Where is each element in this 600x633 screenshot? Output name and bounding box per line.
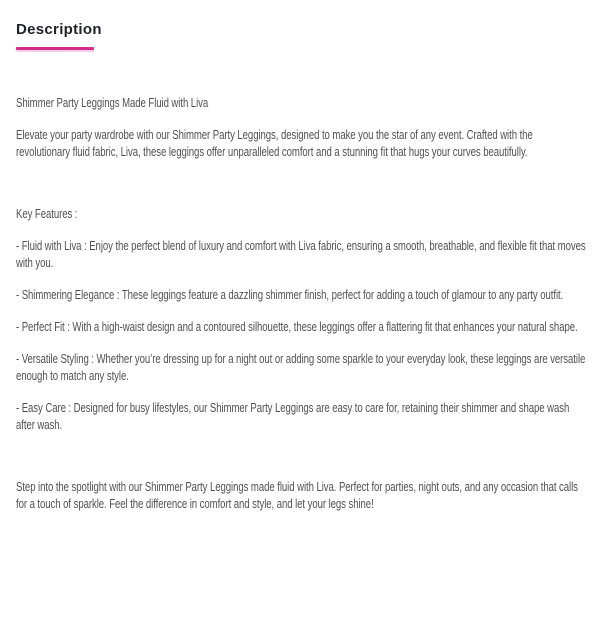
section-title: Description [16, 21, 102, 38]
title-underline-accent [16, 47, 94, 50]
intro-paragraph: Elevate your party wardrobe with our Shimmer Party Leggings, designed to make you the star of any event. Crafted with the revolutionary fluid fabric, Liva, these leggings offer unparalleled comfort and a stunning fit that hugs your curves beautifully. [16, 127, 533, 159]
feature-item: - Perfect Fit : With a high-waist design and a contoured silhouette, these leggings offer a flattering fit that enhances your natural shape. [16, 319, 578, 334]
description-panel [0, 20, 600, 633]
key-features-heading: Key Features : [16, 206, 78, 221]
description-content [0, 94, 600, 512]
feature-item: - Fluid with Liva : Enjoy the perfect blend of luxury and comfort with Liva fabric, ensuring a smooth, breathable, and flexible fit that moves with you. [16, 238, 586, 270]
feature-item: - Shimmering Elegance : These leggings feature a dazzling shimmer finish, perfect for adding a touch of glamour to any party outfit. [16, 287, 564, 302]
feature-item: - Versatile Styling : Whether you’re dressing up for a night out or adding some sparkle to your everyday look, these leggings are versatile enough to match any style. [16, 351, 586, 383]
product-title-text: Shimmer Party Leggings Made Fluid with Liva [16, 95, 209, 110]
paragraph-spacer [16, 175, 586, 205]
paragraph-spacer [16, 448, 586, 478]
feature-item: - Easy Care : Designed for busy lifestyles, our Shimmer Party Leggings are easy to care for, retaining their shimmer and shape wash after wash. [16, 400, 570, 432]
closing-paragraph: Step into the spotlight with our Shimmer Party Leggings made fluid with Liva. Perfect for parties, night outs, and any occasion that calls for a touch of sparkle. Feel the difference in comfort and style, and let your legs shine! [16, 479, 578, 511]
